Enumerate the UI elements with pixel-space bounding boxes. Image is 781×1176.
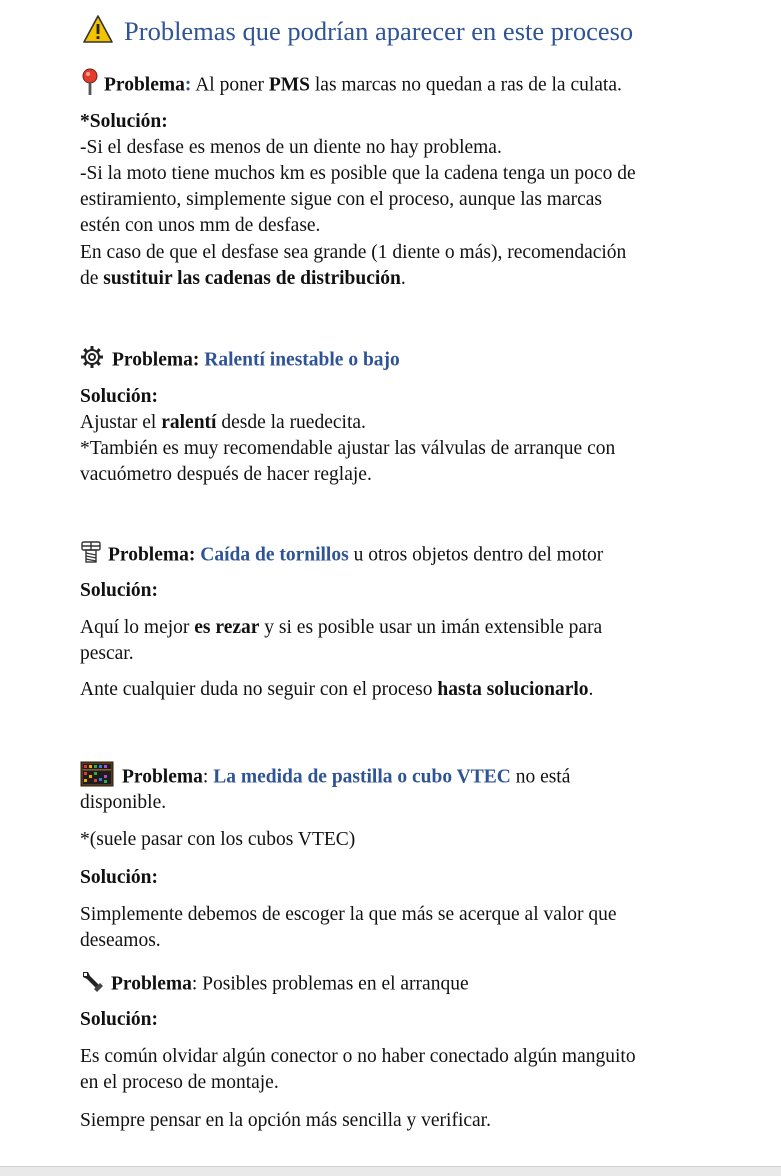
text-line: en el proceso de montaje. xyxy=(80,1072,279,1093)
problem-label: Problema xyxy=(104,74,185,96)
problem-label: Problema: xyxy=(112,349,200,371)
problem-label: Problema xyxy=(122,766,203,788)
text-line: disponible. xyxy=(80,792,167,813)
text-line xyxy=(80,410,720,436)
problem-text: no está xyxy=(510,766,571,788)
warning-icon xyxy=(82,14,114,49)
pushpin-icon xyxy=(80,68,100,104)
text-line: vacuómetro después de hacer reglaje. xyxy=(80,464,372,485)
text-bold: hasta solucionarlo xyxy=(437,679,589,700)
text-span: Ajustar el xyxy=(80,412,162,433)
colon: : xyxy=(202,766,214,788)
text-line: -Si la moto tiene muchos km es posible que la cadena tenga un poco de xyxy=(80,163,636,184)
problem-text: : Posibles problemas en el arranque xyxy=(191,973,469,995)
text-line xyxy=(80,615,720,641)
text-line: Simplemente debemos de escoger la que más se acerque al valor que xyxy=(80,904,617,925)
solution-label xyxy=(80,1007,720,1033)
title-text: Problemas que podrían aparecer en este proceso xyxy=(124,15,634,46)
text-line: *También es muy recomendable ajustar las válvulas de arranque con xyxy=(80,438,616,459)
text-line: pescar. xyxy=(80,643,134,664)
text-line: estiramiento, simplemente sigue con el proceso, aunque las marcas xyxy=(80,189,602,210)
solution-label xyxy=(80,109,720,135)
text-bold: es rezar xyxy=(194,617,260,638)
problem-label: Problema xyxy=(111,973,192,995)
text-line xyxy=(80,677,720,703)
problem-text: Al poner xyxy=(191,74,269,96)
text-line: Es común olvidar algún conector o no haber conectado algún manguito xyxy=(80,1046,636,1067)
text-span: de xyxy=(80,268,104,289)
solution-label-text: Solución: xyxy=(80,580,159,601)
text-line: estén con unos mm de desfase. xyxy=(80,215,321,236)
problem-highlight: Caída de tornillos xyxy=(200,544,349,566)
problem-highlight: Ralentí inestable o bajo xyxy=(204,349,400,371)
text-line: En caso de que el desfase sea grande (1 diente o más), recomendación xyxy=(80,242,627,263)
page-title xyxy=(82,14,633,48)
text-span: y si es posible usar un imán extensible para xyxy=(259,617,603,638)
problem-5-line xyxy=(80,969,720,1001)
problem-text: las marcas no quedan a ras de la culata. xyxy=(310,74,622,96)
problem-2-line xyxy=(80,345,720,377)
text-span: . xyxy=(400,268,406,289)
text-bold: ralentí xyxy=(161,412,217,433)
text-span: Ante cualquier duda no seguir con el proceso xyxy=(80,679,438,700)
solution-label-text: Solución: xyxy=(80,1009,159,1030)
solution-label-text: Solución: xyxy=(80,867,159,888)
problem-3-line xyxy=(80,540,720,572)
gear-icon xyxy=(80,345,104,377)
screw-icon xyxy=(80,540,102,572)
problem-1-line xyxy=(80,68,720,104)
colon: : xyxy=(184,74,192,96)
solution-label-text: Solución: xyxy=(80,386,159,407)
text-line: -Si el desfase es menos de un diente no hay problema. xyxy=(80,137,502,158)
text-line: Siempre pensar en la opción más sencilla y verificar. xyxy=(80,1110,491,1131)
text-span: desde la ruedecita. xyxy=(216,412,366,433)
text-span: Aquí lo mejor xyxy=(80,617,195,638)
text-bold: sustituir las cadenas de distribución xyxy=(103,268,401,289)
problem-bold: PMS xyxy=(268,74,311,96)
problem-highlight: La medida de pastilla o cubo VTEC xyxy=(213,766,511,788)
solution-label xyxy=(80,865,720,891)
text-span: . xyxy=(588,679,594,700)
solution-label xyxy=(80,384,720,410)
problem-text: u otros objetos dentro del motor xyxy=(348,544,604,566)
text-line: deseamos. xyxy=(80,930,161,951)
note-line: *(suele pasar con los cubos VTEC) xyxy=(80,829,356,850)
problem-label: Problema: xyxy=(108,544,196,566)
wrench-icon xyxy=(80,969,104,1001)
solution-label-text: *Solución: xyxy=(80,111,168,132)
solution-label xyxy=(80,578,720,604)
text-line xyxy=(80,266,720,292)
